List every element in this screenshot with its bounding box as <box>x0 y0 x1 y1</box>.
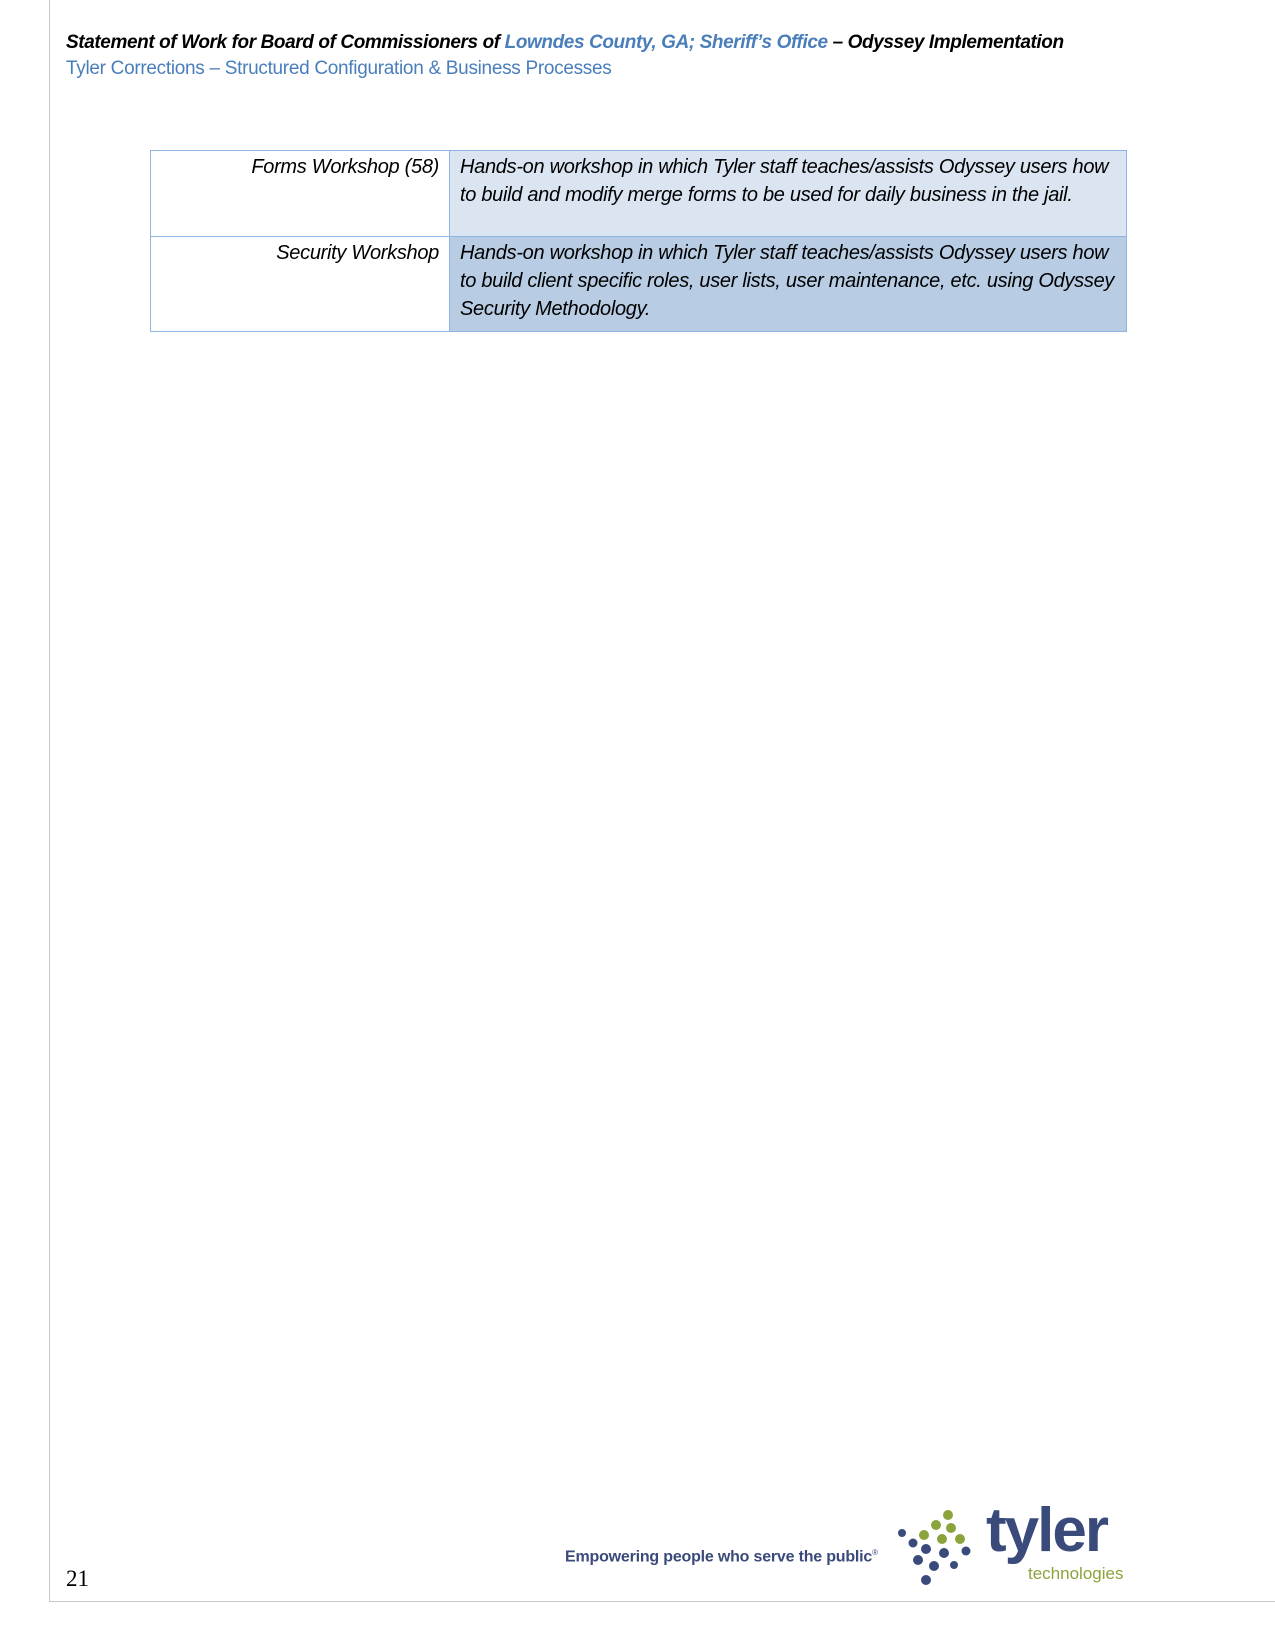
document-header-title <box>66 32 1064 54</box>
header-title-suffix: – Odyssey Implementation <box>827 32 1064 53</box>
document-header-subtitle: Tyler Corrections – Structured Configuration & Business Processes <box>66 58 612 79</box>
workshop-description: Hands-on workshop in which Tyler staff teaches/assists Odyssey users how to build and modify merge forms to be used for daily business in the jail. <box>450 151 1127 237</box>
logo-subtitle: technologies <box>1028 1564 1124 1583</box>
workshop-name: Forms Workshop (58) <box>151 151 450 237</box>
page-border-left <box>49 0 50 1602</box>
header-client-name: Lowndes County, GA; Sheriff’s Office <box>504 32 828 53</box>
footer-tagline <box>565 1548 878 1566</box>
workshop-name: Security Workshop <box>151 237 450 332</box>
header-title-prefix: Statement of Work for Board of Commissioners of <box>66 32 505 53</box>
workshop-description: Hands-on workshop in which Tyler staff teaches/assists Odyssey users how to build client specific roles, user lists, user maintenance, etc. using Odyssey Security Methodology. <box>450 237 1127 332</box>
table-row <box>151 237 1127 332</box>
workshops-table <box>150 150 1127 332</box>
page-number: 21 <box>66 1566 89 1591</box>
tyler-logo-mark-icon <box>896 1508 976 1588</box>
tagline-text: Empowering people who serve the public <box>565 1548 873 1566</box>
page-border-bottom <box>49 1601 1275 1602</box>
registered-mark: ® <box>872 1548 878 1557</box>
table-row <box>151 151 1127 237</box>
logo-wordmark: tyler <box>986 1496 1107 1565</box>
